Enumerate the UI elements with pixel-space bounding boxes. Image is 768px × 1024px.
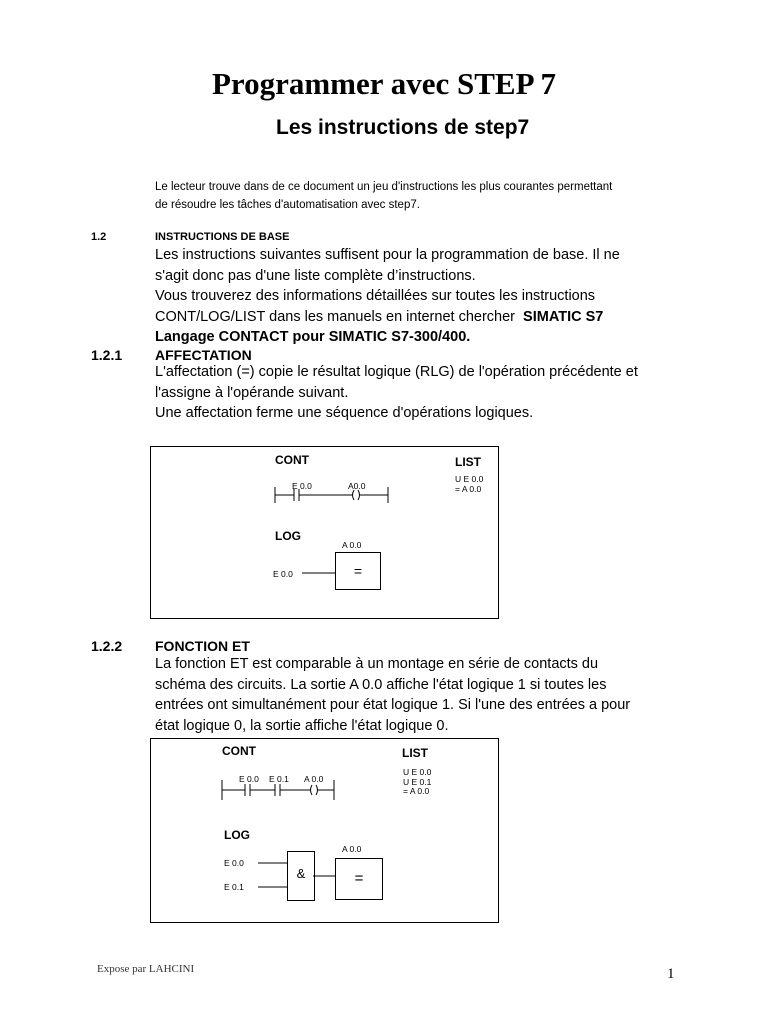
paragraph-text: CONT/LOG/LIST dans les manuels en internet chercher — [155, 308, 515, 325]
paragraph-line: s'agit donc pas d'une liste complète d’instructions. — [155, 267, 476, 284]
paragraph-line: schéma des circuits. La sortie A 0.0 affiche l'état logique 1 si toutes les — [155, 676, 607, 693]
contact-label: E 0.0 — [292, 481, 312, 491]
contact-label: E 0.0 — [239, 774, 259, 784]
assignment-symbol: = — [353, 563, 363, 579]
paragraph-line: Les instructions suivantes suffisent pour la programmation de base. Il ne — [155, 247, 620, 263]
log-input-label: E 0.0 — [273, 569, 293, 579]
paragraph-line: L'affectation (=) copie le résultat logique (RLG) de l'opération précédente et — [155, 364, 638, 380]
footer-author: Expose par LAHCINI — [97, 963, 195, 975]
list-code-line: U E 0.0 — [403, 767, 432, 777]
list-code-line: = A 0.0 — [403, 786, 430, 796]
list-code — [403, 768, 431, 797]
log-input-label: E 0.0 — [224, 858, 244, 868]
assignment-box — [335, 858, 383, 900]
section-title: INSTRUCTIONS DE BASE — [155, 231, 290, 243]
page-number: 1 — [667, 966, 675, 982]
coil-label: A 0.0 — [304, 774, 324, 784]
and-box — [287, 851, 315, 901]
section-number: 1.2.1 — [91, 347, 123, 363]
assignment-symbol: = — [354, 870, 364, 887]
log-output-label: A 0.0 — [342, 844, 362, 854]
and-symbol: & — [296, 866, 306, 881]
paragraph-line: Une affectation ferme une séquence d'opérations logiques. — [155, 405, 534, 421]
contact-label: E 0.1 — [269, 774, 289, 784]
document-subtitle: Les instructions de step7 — [276, 116, 530, 139]
list-label: LIST — [402, 746, 428, 760]
intro-line: Le lecteur trouve dans de ce document un jeu d'instructions les plus courantes permettant — [155, 181, 613, 193]
list-label: LIST — [455, 455, 481, 469]
paragraph-line: Vous trouverez des informations détaillées sur toutes les instructions — [155, 288, 596, 304]
paragraph-line: état logique 0, la sortie affiche l'état logique 0. — [155, 717, 449, 734]
section-number: 1.2 — [91, 231, 107, 243]
cont-label: CONT — [222, 744, 256, 758]
log-label: LOG — [224, 828, 250, 842]
paragraph-line: l'assigne à l'opérande suivant. — [155, 384, 349, 401]
section-title: AFFECTATION — [155, 347, 252, 363]
log-output-label: A 0.0 — [342, 540, 362, 550]
intro-line: de résoudre les tâches d'automatisation avec step7. — [155, 199, 420, 211]
paragraph-line: entrées ont simultanément pour état logique 1. Si l'une des entrées a pour — [155, 697, 631, 713]
document-title: Programmer avec STEP 7 — [211, 66, 557, 101]
coil-label: A0.0 — [348, 481, 366, 491]
manual-reference: SIMATIC S7 — [523, 308, 604, 325]
list-code-line: = A 0.0 — [455, 483, 482, 494]
and-function-diagram — [150, 738, 499, 923]
list-code-line: U E 0.0 — [455, 474, 484, 484]
cont-label: CONT — [275, 453, 309, 467]
ladder-rung-1 — [275, 487, 388, 573]
log-input-label: E 0.1 — [224, 882, 244, 892]
manual-reference: Langage CONTACT pour SIMATIC S7-300/400. — [155, 329, 471, 345]
section-number: 1.2.2 — [91, 638, 123, 654]
section-paragraph — [155, 654, 695, 736]
section-title: FONCTION ET — [155, 638, 250, 654]
log-label: LOG — [275, 529, 301, 543]
list-code-line: U E 0.1 — [403, 776, 432, 787]
paragraph-line: La fonction ET est comparable à un montage en série de contacts du — [155, 656, 599, 672]
